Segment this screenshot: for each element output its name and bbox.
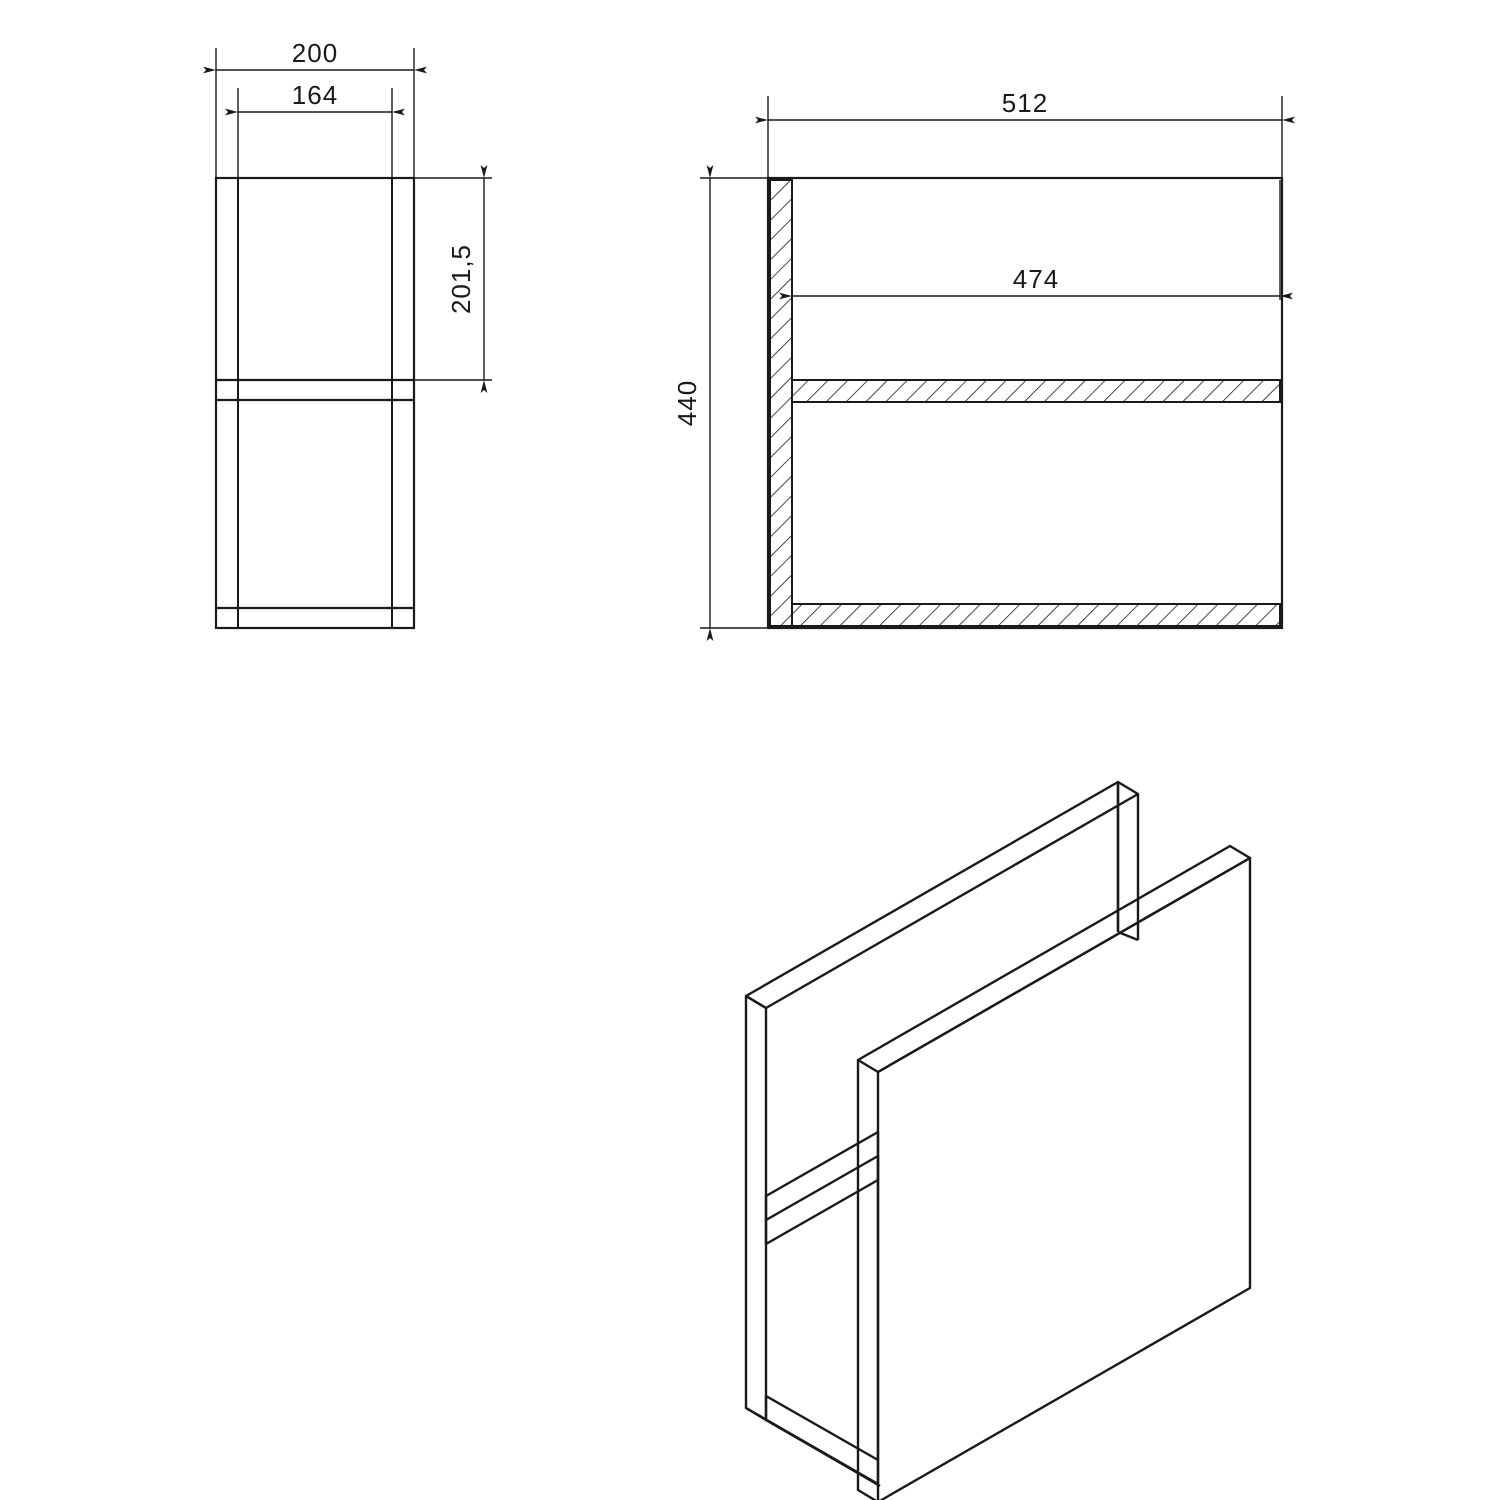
- iso-back-panel-top-face: [746, 794, 1138, 1008]
- dim-label-upper-compartment-height: 201,5: [446, 243, 476, 315]
- iso-front-panel-left-edge: [858, 1060, 878, 1500]
- iso-top-rail-edge: [1118, 932, 1138, 940]
- iso-mid-shelf-top-face: [766, 1132, 878, 1220]
- iso-back-panel-top-thickness: [1118, 782, 1138, 940]
- isometric-view: [746, 782, 1250, 1500]
- dim-label-overall-height: 440: [672, 379, 702, 427]
- front-view-left-panel: [770, 180, 792, 626]
- dim-label-inner-depth: 164: [291, 80, 339, 110]
- side-elevation-view: [216, 48, 492, 628]
- iso-front-panel-top-edge: [858, 846, 1250, 1072]
- iso-mid-shelf-front-edge: [766, 1156, 878, 1244]
- dim-label-overall-depth: 200: [291, 38, 339, 68]
- side-view-outer-outline: [216, 178, 414, 628]
- dim-label-overall-width: 512: [1001, 88, 1049, 118]
- iso-front-panel-face: [878, 858, 1250, 1500]
- front-elevation-view: [700, 96, 1282, 628]
- iso-back-panel-top-edge: [746, 782, 1118, 996]
- front-view-bottom-panel: [792, 604, 1280, 626]
- iso-bottom-panel: [766, 1396, 878, 1484]
- iso-left-panel-face: [746, 996, 766, 1420]
- dim-label-inner-width: 474: [1012, 264, 1060, 294]
- front-view-shelf: [792, 380, 1280, 402]
